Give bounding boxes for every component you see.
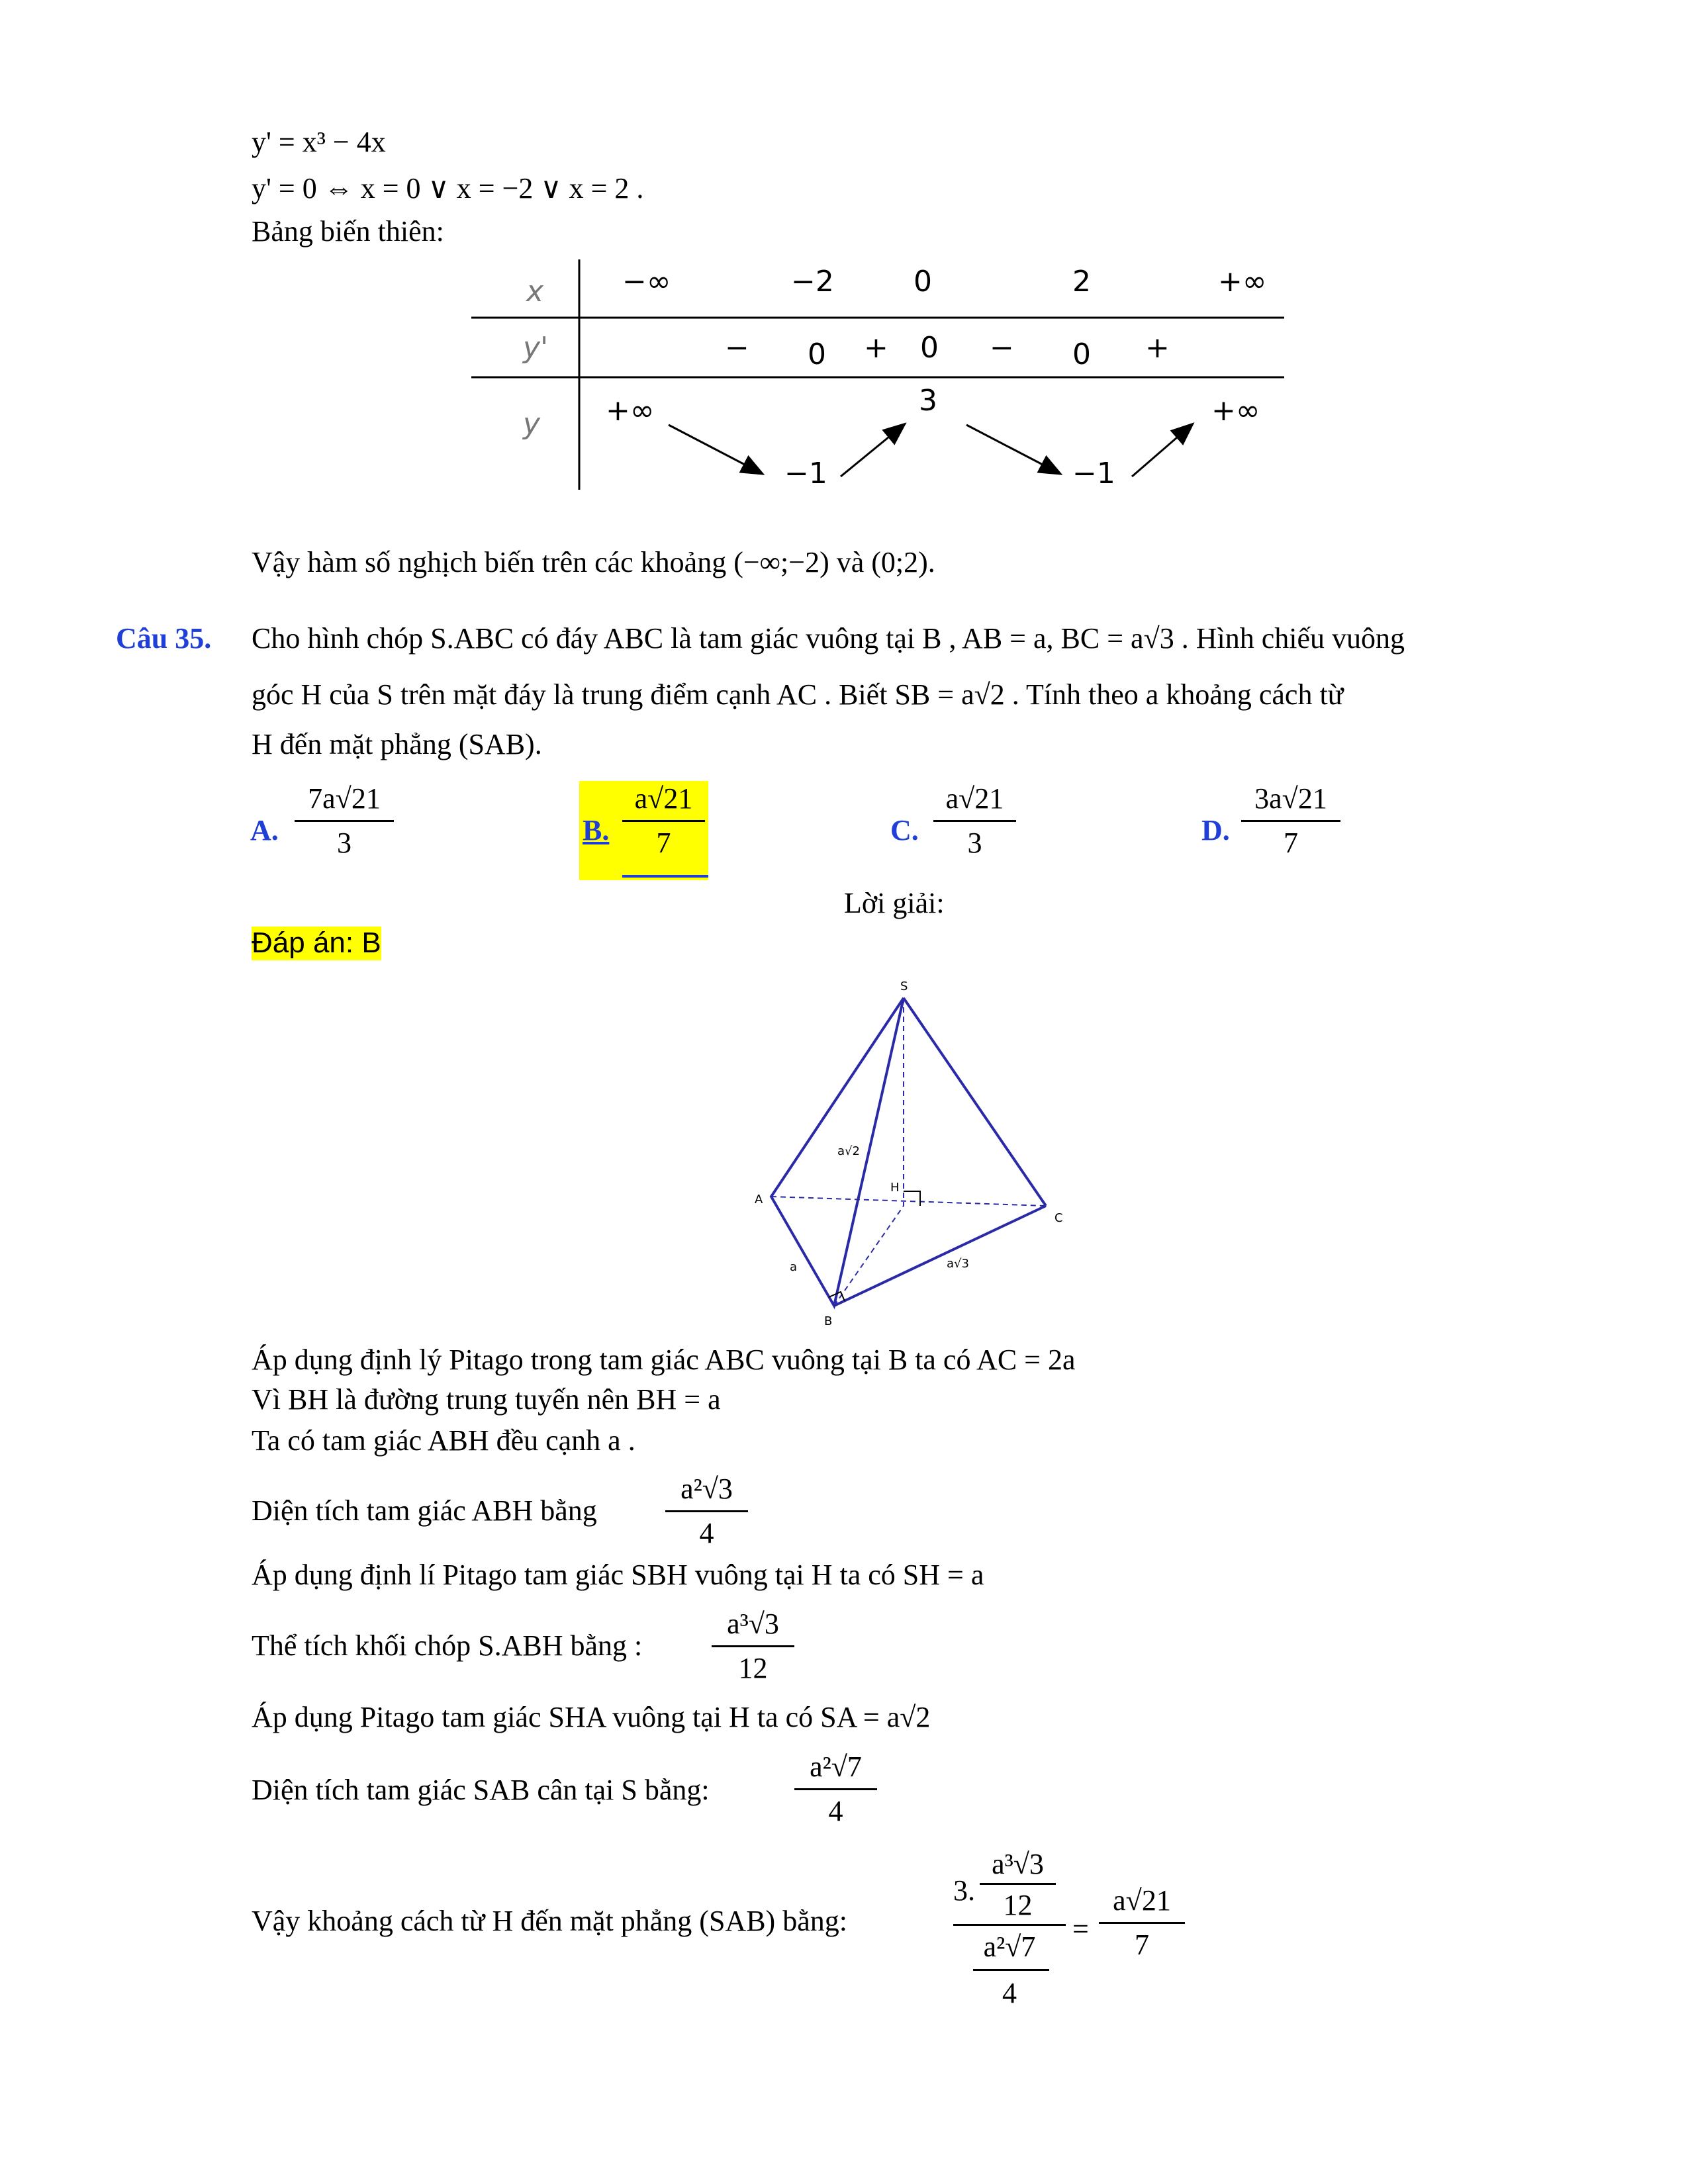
increase-arrow bbox=[1132, 425, 1192, 477]
x-value: 2 bbox=[1072, 265, 1091, 298]
step-4-fraction: a²√3 4 bbox=[665, 1475, 748, 1548]
decrease-arrow bbox=[966, 425, 1059, 473]
yprime-zero: 0 bbox=[920, 331, 939, 365]
edge-bc bbox=[834, 1206, 1046, 1306]
y-value: +∞ bbox=[1211, 394, 1260, 428]
step-6-fraction: a³√3 12 bbox=[712, 1610, 794, 1683]
decrease-arrow bbox=[669, 425, 761, 473]
yprime-zero: 0 bbox=[808, 338, 826, 371]
row-label-yprime: y' bbox=[523, 331, 549, 365]
x-value: +∞ bbox=[1218, 265, 1267, 298]
vertex-a: A bbox=[755, 1193, 763, 1206]
vertex-b: B bbox=[824, 1314, 833, 1328]
option-c-fraction[interactable]: a√21 3 bbox=[933, 784, 1016, 858]
pyramid-figure bbox=[741, 966, 1086, 1337]
step-4: Diện tích tam giác ABH bằng bbox=[252, 1494, 597, 1527]
question-line-3: H đến mặt phẳng (SAB). bbox=[252, 728, 542, 760]
edge-ac bbox=[771, 1197, 1046, 1206]
solution-title: Lời giải: bbox=[844, 887, 945, 919]
yprime-sign: + bbox=[1145, 331, 1170, 365]
step-6: Thể tích khối chóp S.ABH bằng : bbox=[252, 1629, 643, 1662]
option-c-letter[interactable]: C. bbox=[890, 814, 919, 846]
equals-sign: = bbox=[1072, 1913, 1089, 1945]
question-label: Câu 35. bbox=[116, 622, 212, 655]
row-label-x: x bbox=[526, 275, 544, 308]
yprime-sign: + bbox=[864, 331, 888, 365]
x-value: −∞ bbox=[622, 265, 671, 298]
step-7: Áp dụng Pitago tam giác SHA vuông tại H ta có SA = a√2 bbox=[252, 1701, 931, 1733]
step-8-fraction: a²√7 4 bbox=[794, 1752, 877, 1826]
edge-label-sb: a√2 bbox=[837, 1144, 860, 1158]
increase-arrow bbox=[841, 425, 904, 477]
right-angle-h bbox=[904, 1191, 920, 1206]
compound-denominator: a²√7 4 bbox=[953, 1933, 1066, 2005]
edge-label-ab: a bbox=[790, 1260, 798, 1274]
step-5: Áp dụng định lí Pitago tam giác SBH vuông tại H ta có SH = a bbox=[252, 1559, 984, 1591]
y-value: −1 bbox=[1072, 457, 1115, 490]
y-value: 3 bbox=[919, 384, 937, 418]
yprime-sign: − bbox=[725, 331, 749, 365]
yprime-zero: 0 bbox=[1072, 338, 1091, 371]
step-3: Ta có tam giác ABH đều cạnh a . bbox=[252, 1424, 635, 1457]
edge-label-bc: a√3 bbox=[947, 1257, 969, 1271]
vertex-s: S bbox=[900, 979, 908, 993]
compound-fraction bbox=[953, 1848, 1066, 2009]
step-8: Diện tích tam giác SAB cân tại S bằng: bbox=[252, 1774, 710, 1806]
option-a-fraction[interactable]: 7a√21 3 bbox=[295, 784, 394, 858]
option-b-letter[interactable]: B. bbox=[583, 814, 610, 846]
question-line-2: góc H của S trên mặt đáy là trung điểm cạnh AC . Biết SB = a√2 . Tính theo a khoảng cách từ bbox=[252, 678, 1344, 711]
yprime-sign: − bbox=[990, 331, 1014, 365]
derivative-line: y' = x³ − 4x bbox=[252, 126, 386, 158]
step-1: Áp dụng định lý Pitago trong tam giác ABC vuông tại B ta có AC = 2a bbox=[252, 1343, 1076, 1376]
step-9: Vậy khoảng cách từ H đến mặt phẳng (SAB) bằng: bbox=[252, 1905, 847, 1937]
conclusion: Vậy hàm số nghịch biến trên các khoảng (−∞;−2) và (0;2). bbox=[252, 546, 935, 578]
option-b-fraction[interactable]: a√21 7 bbox=[622, 784, 705, 858]
row-label-y: y bbox=[523, 407, 541, 441]
option-b-underline bbox=[622, 875, 708, 878]
x-value: 0 bbox=[914, 265, 932, 298]
y-value: +∞ bbox=[606, 394, 655, 428]
edge-sc bbox=[904, 998, 1046, 1206]
variation-table bbox=[463, 251, 1284, 503]
vertex-c: C bbox=[1055, 1211, 1063, 1225]
step-2: Vì BH là đường trung tuyến nên BH = a bbox=[252, 1383, 721, 1416]
option-d-letter[interactable]: D. bbox=[1201, 814, 1230, 846]
option-a-letter[interactable]: A. bbox=[250, 814, 279, 846]
y-value: −1 bbox=[784, 457, 827, 490]
question-line-1: Cho hình chóp S.ABC có đáy ABC là tam giác vuông tại B , AB = a, BC = a√3 . Hình chiếu vuông bbox=[252, 622, 1405, 655]
compound-numerator: 3. a³√3 12 bbox=[953, 1850, 1066, 1909]
x-value: −2 bbox=[791, 265, 834, 298]
table-title: Bảng biến thiên: bbox=[252, 215, 444, 248]
vertex-h: H bbox=[890, 1181, 900, 1195]
option-d-fraction[interactable]: 3a√21 7 bbox=[1241, 784, 1340, 858]
roots-line: y' = 0 ⇔ x = 0 ∨ x = −2 ∨ x = 2 . bbox=[252, 172, 644, 205]
answer-label: Đáp án: B bbox=[252, 927, 381, 959]
final-result-fraction: a√21 7 bbox=[1099, 1886, 1185, 1960]
